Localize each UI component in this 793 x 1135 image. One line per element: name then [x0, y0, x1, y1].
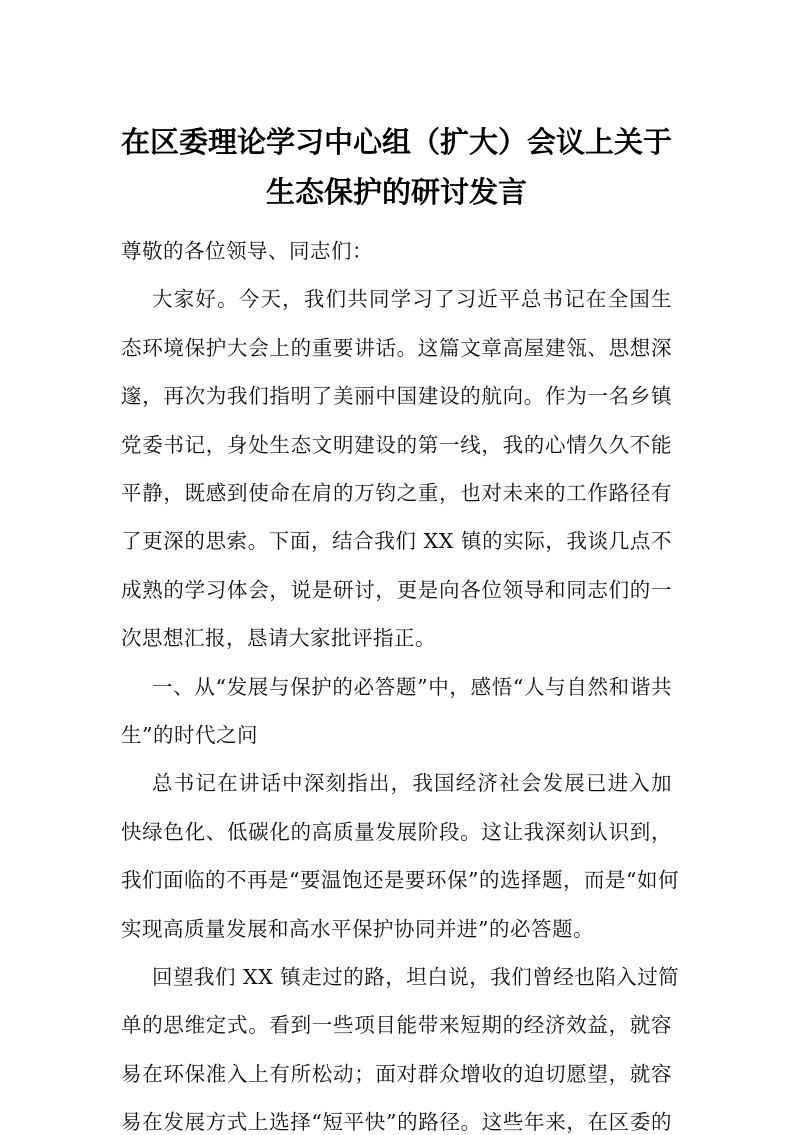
section-heading-line: 一、从“发展与保护的必答题”中，感悟“人与自然和谐共	[152, 675, 672, 699]
paragraph-line: 了更深的思索。下面，结合我们 XX 镇的实际，我谈几点不	[121, 529, 672, 553]
paragraph-line: 平静，既感到使命在肩的万钧之重，也对未来的工作路径有	[121, 481, 672, 505]
paragraph-line: 易在发展方式上选择“短平快”的路径。这些年来，在区委的	[121, 1110, 672, 1134]
paragraph-line: 回望我们 XX 镇走过的路，坦白说，我们曾经也陷入过简	[152, 965, 680, 989]
paragraph-line: 快绿色化、低碳化的高质量发展阶段。这让我深刻认识到，	[121, 820, 672, 844]
paragraph-line: 态环境保护大会上的重要讲话。这篇文章高屋建瓴、思想深	[121, 336, 672, 360]
paragraph-line: 次思想汇报，恳请大家批评指正。	[121, 626, 436, 650]
salutation: 尊敬的各位领导、同志们：	[121, 239, 373, 263]
document-title-line-2: 生态保护的研讨发言	[265, 175, 527, 209]
paragraph-line: 总书记在讲话中深刻指出，我国经济社会发展已进入加	[152, 771, 672, 795]
paragraph-line: 大家好。今天，我们共同学习了习近平总书记在全国生	[152, 287, 672, 311]
section-heading-line: 生”的时代之问	[121, 723, 258, 747]
paragraph-line: 易在环保准入上有所松动；面对群众增收的迫切愿望，就容	[121, 1062, 672, 1086]
paragraph-line: 党委书记，身处生态文明建设的第一线，我的心情久久不能	[121, 433, 672, 457]
paragraph-line: 单的思维定式。看到一些项目能带来短期的经济效益，就容	[121, 1013, 672, 1037]
paragraph-line: 我们面临的不再是“要温饱还是要环保”的选择题，而是“如何	[121, 868, 679, 892]
document-title-line-1: 在区委理论学习中心组（扩大）会议上关于	[120, 125, 672, 159]
paragraph-line: 邃，再次为我们指明了美丽中国建设的航向。作为一名乡镇	[121, 384, 672, 408]
paragraph-line: 实现高质量发展和高水平保护协同并进”的必答题。	[121, 917, 594, 941]
paragraph-line: 成熟的学习体会，说是研讨，更是向各位领导和同志们的一	[121, 578, 672, 602]
